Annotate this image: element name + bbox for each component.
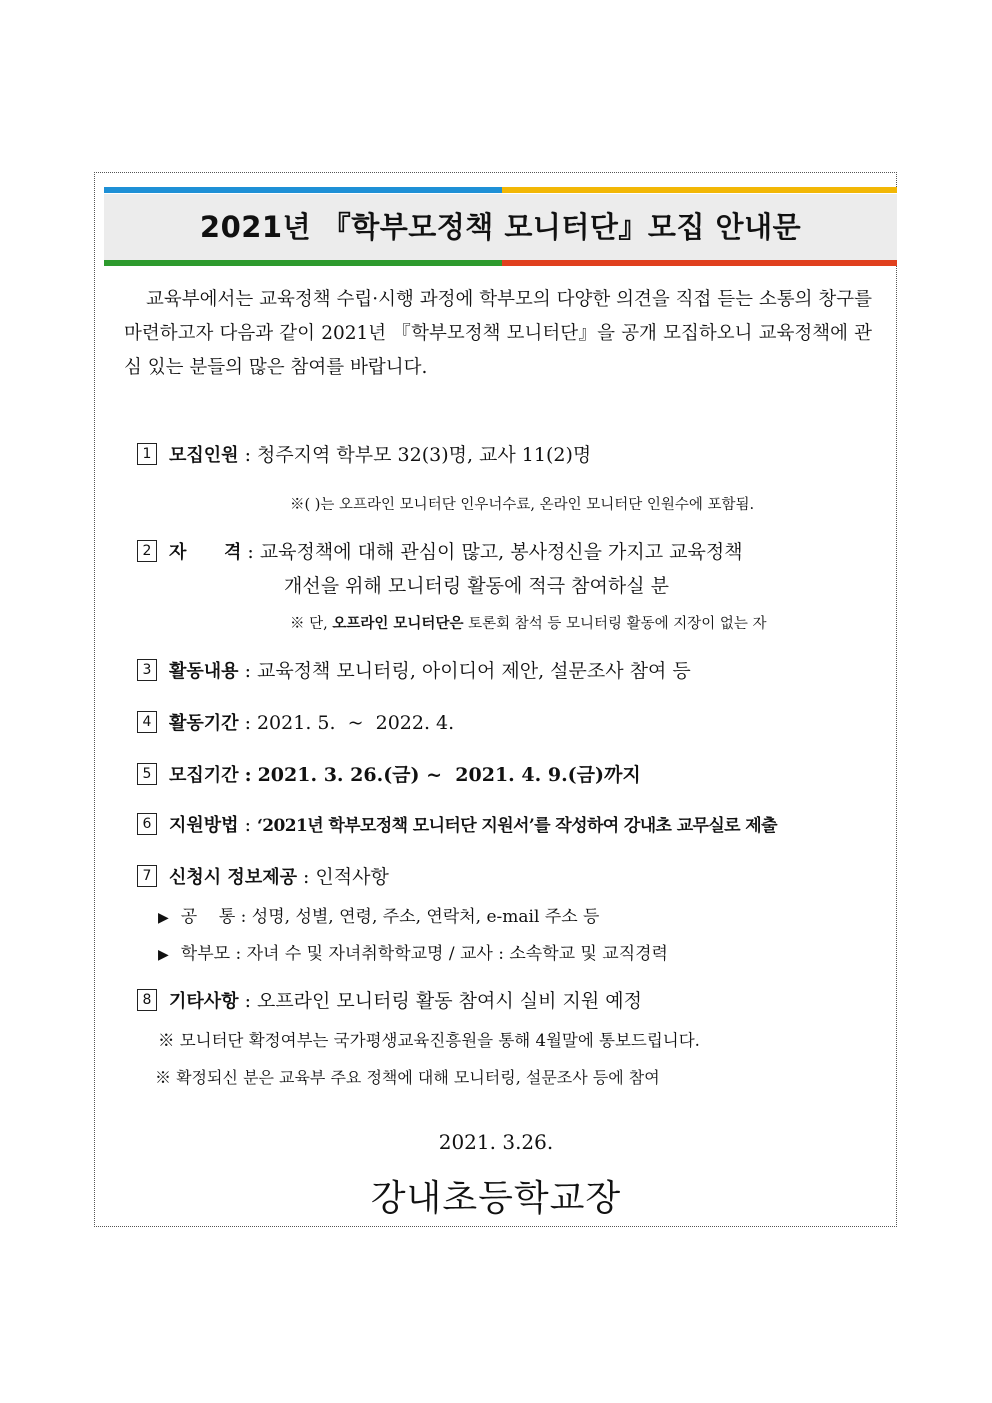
note-prefix: ※ 단, [290, 616, 328, 632]
note-participation: ※ 확정되신 분은 교육부 주요 정책에 대해 모니터링, 설문조사 등에 참여 [155, 1068, 660, 1087]
info-common-label: 공 통 [180, 907, 236, 927]
item-number: 5 [137, 763, 157, 785]
intro-text: 교육부에서는 교육정책 수립·시행 과정에 학부모의 다양한 의견을 직접 듣는 소통의 창구를 마련하고자 다음과 같이 2021년 『학부모정책 모니터단』을 공개 모집하오니 교육정책에 관심 있는 분들의 많은 참여를 바랍니다. [124, 289, 872, 378]
item-number: 4 [137, 711, 157, 733]
note-offline-condition [290, 612, 766, 633]
intro-paragraph [124, 283, 872, 385]
info-parent-value: 자녀 수 및 자녀취학학교명 / 교사 : 소속학교 및 교직경력 [246, 944, 668, 964]
info-parent-label: 학부모 [180, 944, 231, 964]
note-bold: 오프라인 모니터단은 [332, 615, 464, 632]
item-label: 모집인원 [169, 445, 239, 466]
item-activity-period: 4 활동기간 : 2021. 5. ~ 2022. 4. [137, 709, 454, 735]
info-parent: ▶ 학부모 : 자녀 수 및 자녀취학학교명 / 교사 : 소속학교 및 교직경력 [158, 944, 668, 964]
item-number: 8 [137, 989, 157, 1011]
item-recruit-count: 1 모집인원 : 청주지역 학부모 32(3)명, 교사 11(2)명 [137, 440, 591, 467]
top-bar-blue [104, 187, 502, 193]
item-other: 8 기타사항 : 오프라인 모니터링 활동 참여시 실비 지원 예정 [137, 986, 642, 1013]
item-qualification-line2: 개선을 위해 모니터링 활동에 적극 참여하실 분 [284, 575, 669, 597]
item-info-provision: 7 신청시 정보제공 : 인적사항 [137, 862, 389, 889]
item-value: 교육정책에 대해 관심이 많고, 봉사정신을 가지고 교육정책 [259, 541, 743, 563]
item-recruit-period: 5 모집기간 : 2021. 3. 26.(금) ~ 2021. 4. 9.(금)까지 [137, 760, 641, 787]
item-value: 2021. 3. 26.(금) ~ 2021. 4. 9.(금)까지 [257, 764, 641, 786]
item-label: 활동기간 [169, 713, 239, 734]
signature-principal: 강내초등학교장 [370, 1178, 622, 1219]
item-number: 2 [137, 540, 157, 562]
info-common: ▶ 공 통 : 성명, 성별, 연령, 주소, 연락처, e-mail 주소 등 [158, 907, 600, 927]
item-value: ‘2021년 학부모정책 모니터단 지원서’를 작성하여 강내초 교무실로 제출 [256, 816, 777, 836]
item-label: 활동내용 [169, 661, 239, 682]
info-common-value: 성명, 성별, 연령, 주소, 연락처, e-mail 주소 등 [251, 907, 600, 927]
note-rest: 토론회 참석 등 모니터링 활동에 지장이 없는 자 [468, 616, 767, 632]
item-value: 인적사항 [315, 866, 389, 888]
item-number: 3 [137, 659, 157, 681]
item-number: 1 [137, 443, 157, 465]
item-number: 7 [137, 865, 157, 887]
item-qualification: 2 자 격 : 교육정책에 대해 관심이 많고, 봉사정신을 가지고 교육정책 [137, 537, 743, 564]
note-offline-count: ※( )는 오프라인 모니터단 인우너수료, 온라인 모니터단 인원수에 포함됨. [290, 497, 755, 513]
item-label: 모집기간 [169, 765, 239, 786]
item-value: 2021. 5. ~ 2022. 4. [256, 712, 455, 734]
item-label: 지원방법 [169, 815, 239, 836]
note-confirmation: ※ 모니터단 확정여부는 국가평생교육진흥원을 통해 4월말에 통보드립니다. [158, 1031, 700, 1050]
notice-date: 2021. 3.26. [438, 1130, 554, 1154]
bottom-bar-green [104, 260, 502, 266]
page-title: 2021년 『학부모정책 모니터단』모집 안내문 [199, 210, 802, 244]
item-value: 청주지역 학부모 32(3)명, 교사 11(2)명 [256, 444, 592, 466]
triangle-bullet-icon: ▶ [158, 947, 169, 963]
top-bar-yellow [502, 187, 897, 193]
item-activity-content: 3 활동내용 : 교육정책 모니터링, 아이디어 제안, 설문조사 참여 등 [137, 656, 691, 683]
triangle-bullet-icon: ▶ [158, 910, 169, 926]
item-label: 자 격 [169, 542, 242, 563]
bottom-bar-red [502, 260, 897, 266]
item-value: 오프라인 모니터링 활동 참여시 실비 지원 예정 [256, 990, 642, 1012]
item-label: 신청시 정보제공 [169, 867, 297, 888]
item-label: 기타사항 [169, 991, 239, 1012]
item-apply-method: 6 지원방법 : ‘2021년 학부모정책 모니터단 지원서’를 작성하여 강내초 교무실로 제출 [137, 811, 777, 837]
item-number: 6 [137, 813, 157, 835]
item-value: 교육정책 모니터링, 아이디어 제안, 설문조사 참여 등 [256, 660, 691, 682]
